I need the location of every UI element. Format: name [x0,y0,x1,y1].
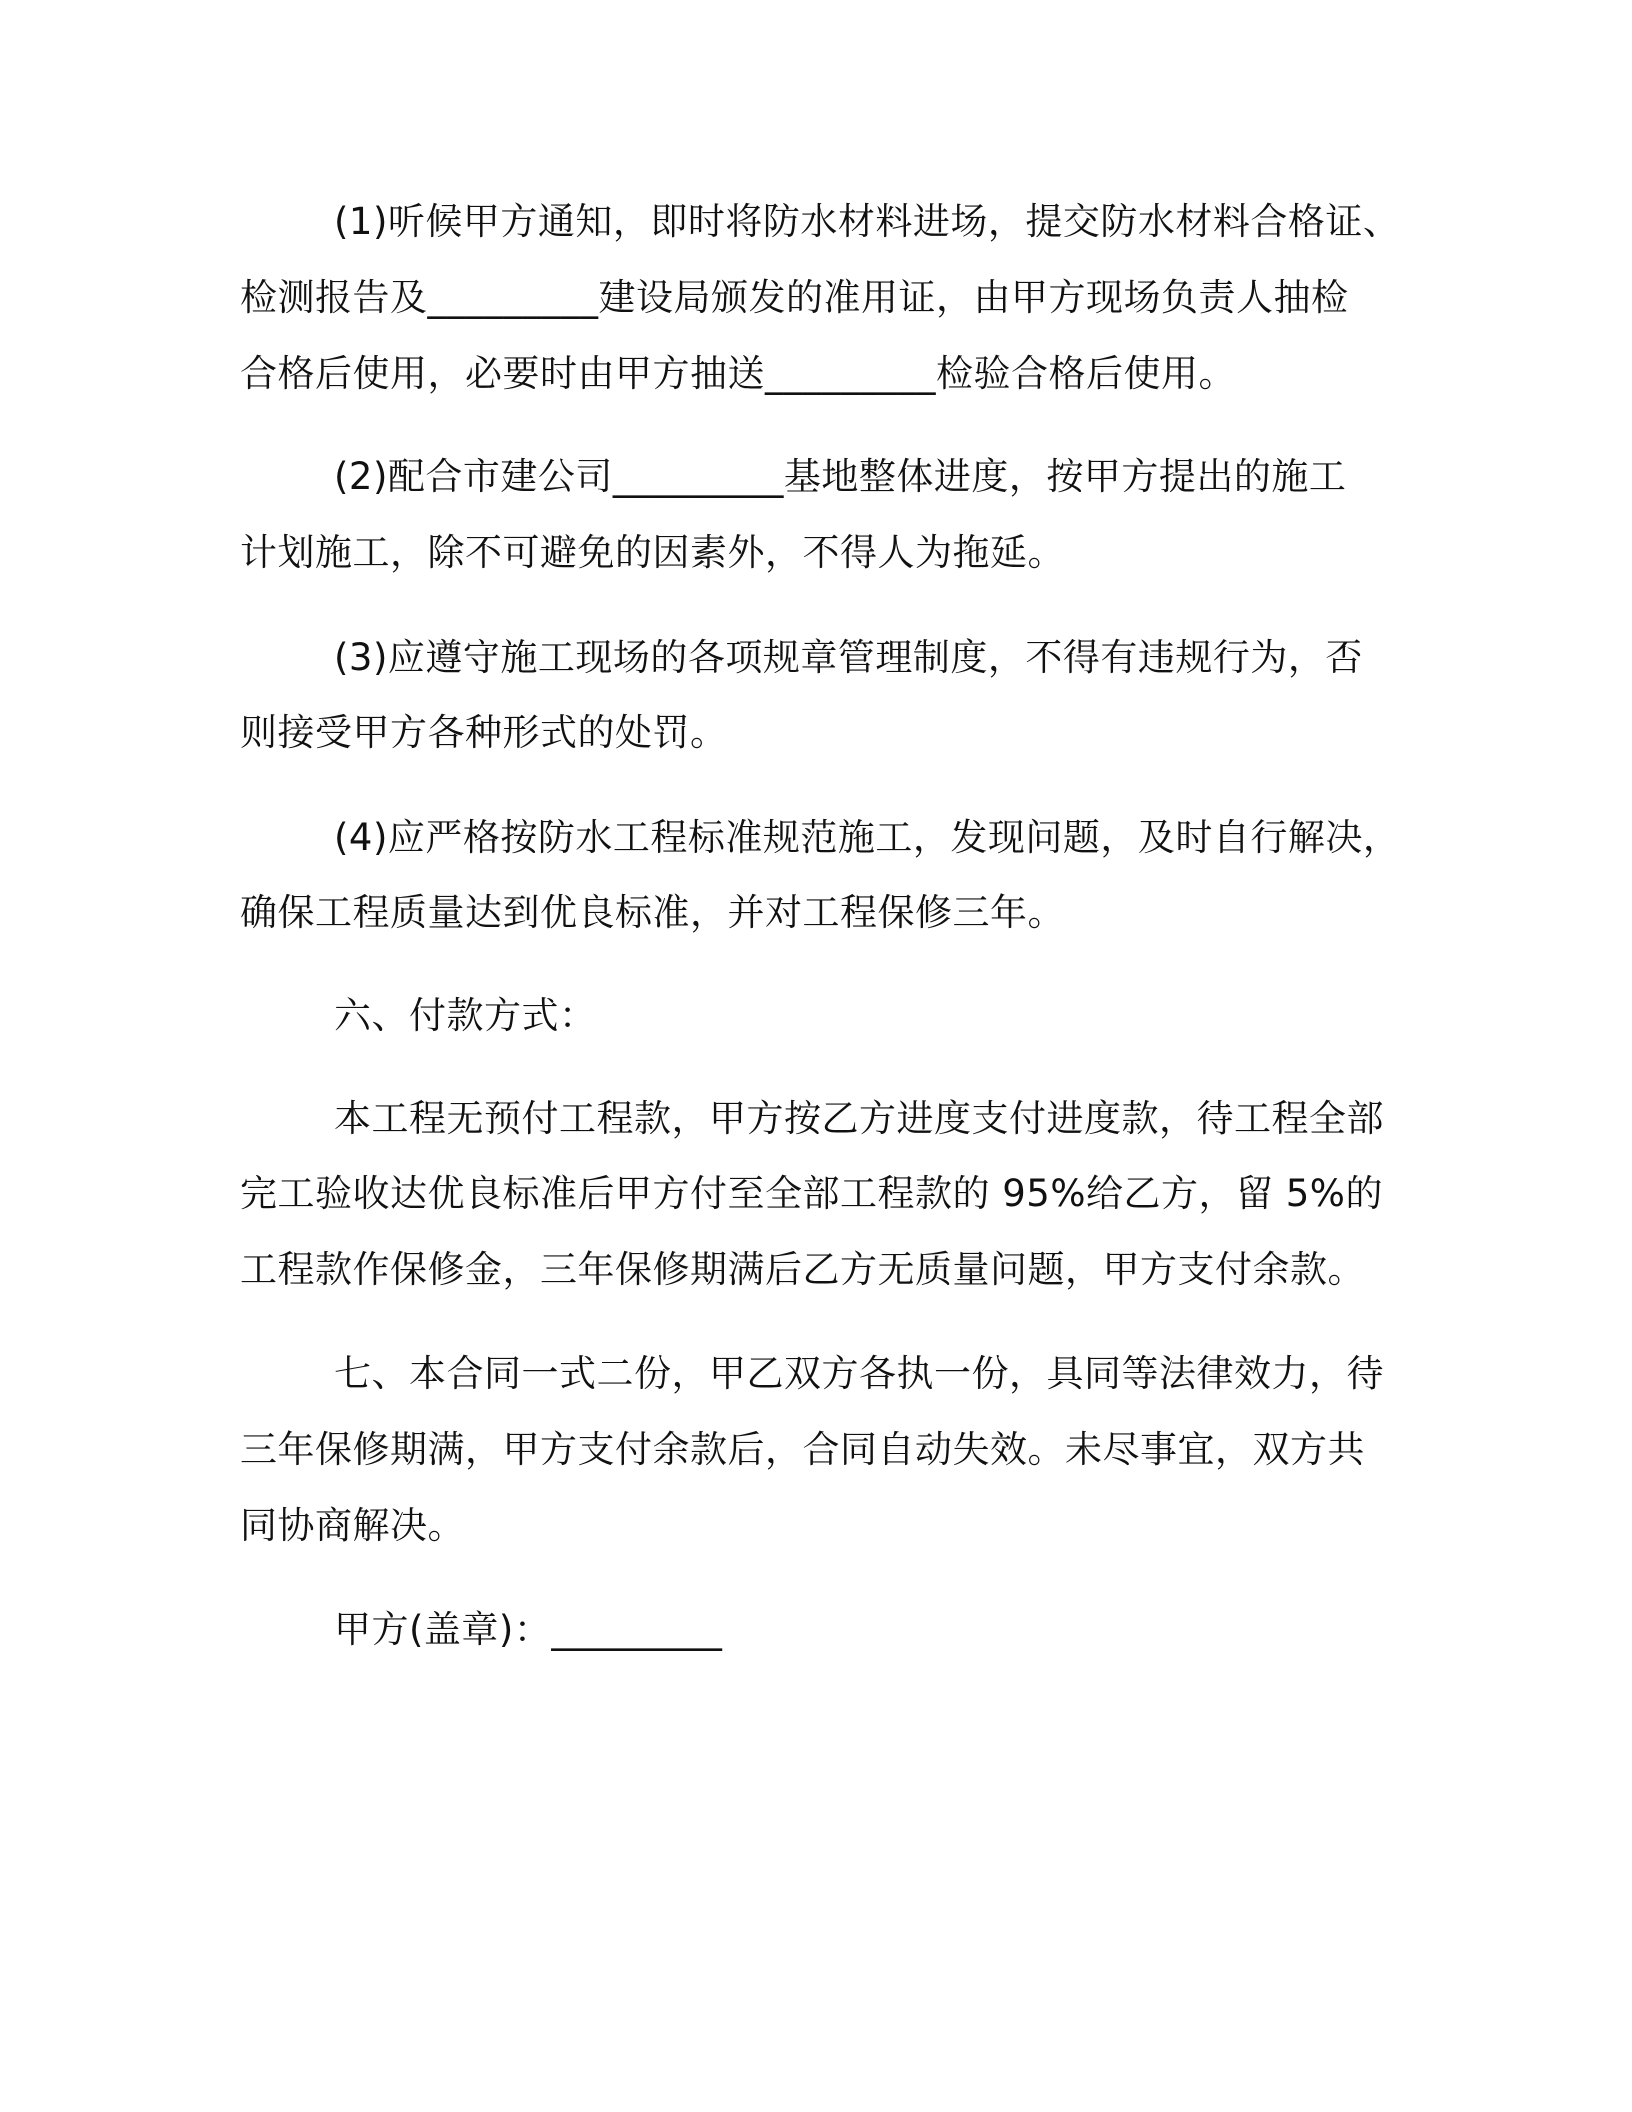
section-7-line-3: 同协商解决。 [240,1504,465,1547]
clause-2-line-1: (2)配合市建公司_________基地整体进度，按甲方提出的施工 [334,455,1347,498]
section-7-line-1: 七、本合同一式二份，甲乙双方各执一份，具同等法律效力，待 [334,1352,1384,1395]
party-a-seal-line: 甲方(盖章)：_________ [334,1608,723,1651]
clause-1-line-2: 检测报告及_________建设局颁发的准用证，由甲方现场负责人抽检 [240,276,1349,319]
clause-1-line-3: 合格后使用，必要时由甲方抽送_________检验合格后使用。 [240,352,1236,395]
clause-4-line-1: (4)应严格按防水工程标准规范施工，发现问题，及时自行解决， [334,816,1401,859]
payment-line-1: 本工程无预付工程款，甲方按乙方进度支付进度款，待工程全部 [334,1097,1384,1140]
clause-2-line-2: 计划施工，除不可避免的因素外，不得人为拖延。 [240,531,1065,574]
section-7-line-2: 三年保修期满，甲方支付余款后，合同自动失效。未尽事宜，双方共 [240,1428,1365,1471]
clause-1-line-1: (1)听候甲方通知，即时将防水材料进场，提交防水材料合格证、 [334,200,1401,243]
clause-3-line-1: (3)应遵守施工现场的各项规章管理制度，不得有违规行为，否 [334,636,1363,679]
payment-line-2: 完工验收达优良标准后甲方付至全部工程款的 95%给乙方，留 5%的 [240,1172,1383,1215]
clause-3-line-2: 则接受甲方各种形式的处罚。 [240,711,728,754]
clause-4-line-2: 确保工程质量达到优良标准，并对工程保修三年。 [240,891,1065,934]
section-6-heading: 六、付款方式： [334,994,597,1037]
payment-line-3: 工程款作保修金，三年保修期满后乙方无质量问题，甲方支付余款。 [240,1248,1365,1291]
